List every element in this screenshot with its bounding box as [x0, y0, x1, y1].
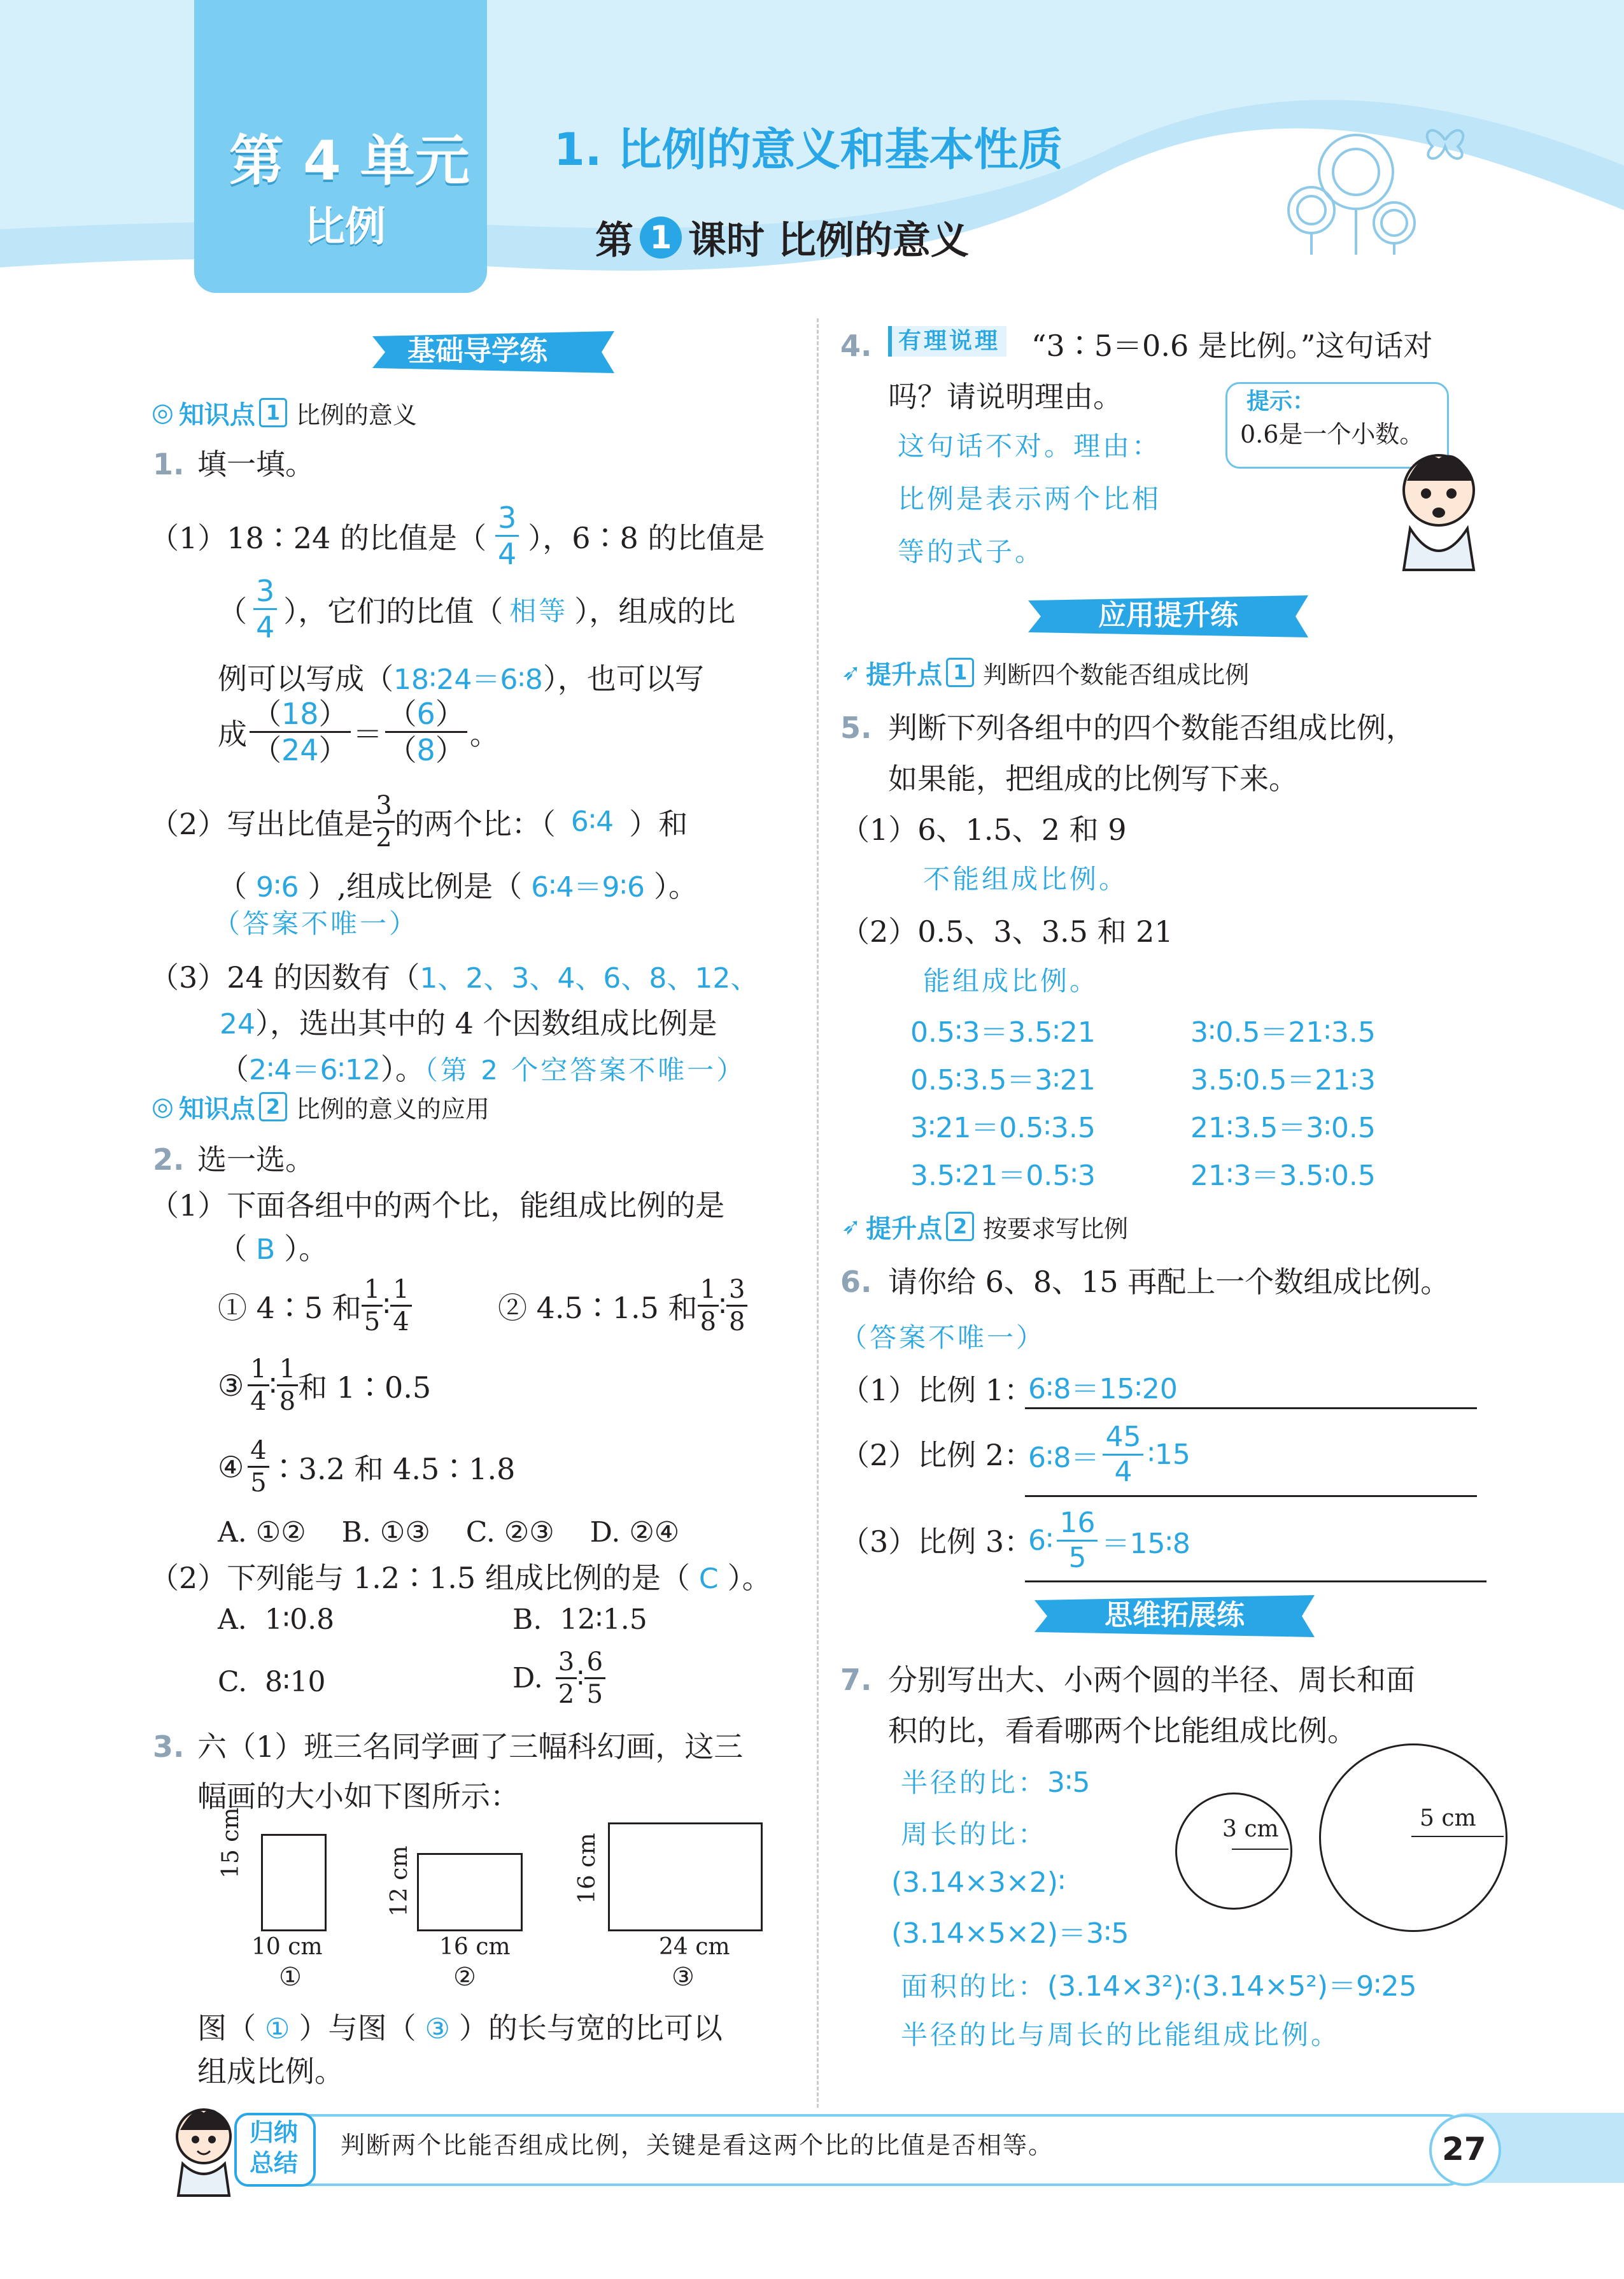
banner-apply-label: 应用提升练 [1098, 599, 1238, 632]
q7-line2: 积的比，看看哪两个比能组成比例。 [888, 1714, 1357, 1748]
q7-answer-6: 半径的比与周长的比能组成比例。 [901, 2019, 1341, 2050]
unit-name: 比例 [304, 204, 386, 251]
unit-label: 第 4 单元 [229, 129, 470, 193]
q5-row1-b: 3∶0.5＝21∶3.5 [1190, 1016, 1376, 1049]
target-icon: ◎ [152, 398, 174, 427]
q1-part1-line3 [218, 656, 704, 698]
q1-p1-open: （ [218, 593, 247, 628]
small-circle [1175, 1793, 1292, 1910]
q1-part2-line1 [150, 793, 688, 851]
q2-choice-C: C. 8∶10 [218, 1666, 326, 1698]
knowledge-point-2 [152, 1090, 490, 1123]
q1-p1-answer-equal: 相等 [509, 595, 568, 627]
section-title: 1. 比例的意义和基本性质 [554, 124, 1063, 176]
q2-p1-answer: B [256, 1233, 276, 1266]
q1-part3: （3）24 的因数有（1、2、3、4、6、8、12、 24），选出其中的 4 个因数组成比例是 （2∶4＝6∶12）。（第 2 个空答案不唯一） [150, 960, 759, 1086]
q1-p2-text-b: 的两个比：（ [394, 806, 556, 841]
q1-p1-equals: ＝ [353, 716, 383, 751]
q3-answer-2: ③ [425, 2013, 450, 2045]
tp2-title: 按要求写比例 [983, 1214, 1129, 1243]
big-circle [1319, 1743, 1507, 1932]
q1-p2-fraction: $\frac{3}{2}$ [373, 793, 394, 851]
q1-p3-note: （第 2 个空答案不唯一） [424, 1054, 746, 1086]
kp1-label: 知识点 [178, 400, 255, 430]
q2-option-3: ③ $\frac{1}{4}$ ∶ $\frac{1}{8}$ 和 1∶0.5 [218, 1354, 432, 1416]
q3-answer-1: ① [265, 2013, 290, 2045]
q1-p1-answer-fraction: $\frac{3}{4}$ [495, 503, 519, 569]
q5-line1: 判断下列各组中的四个数能否组成比例， [888, 711, 1415, 745]
q4-hint-title: 提示： [1246, 388, 1316, 415]
banner-basic-label: 基础导学练 [407, 335, 547, 367]
q3-answer-line: 图（ ① ）与图（ ③ ）的长与宽的比可以 [197, 2011, 723, 2045]
q3-number: 3. [153, 1729, 185, 1764]
q4-line1: “3∶5＝0.6 是比例。”这句话对 [1031, 329, 1433, 363]
kp1-num: 1 [259, 398, 287, 427]
q2-option-1: ① 4∶5 和 $\frac{1}{5}$ ∶ $\frac{1}{4}$ [218, 1277, 412, 1335]
small-circle-label: 3 cm [1222, 1816, 1279, 1842]
q6-underline-3 [1025, 1580, 1486, 1582]
tp2-num: 2 [946, 1212, 974, 1241]
painting-1-width: 10 cm [251, 1934, 323, 1960]
q1-p1-text-a: （1）18∶24 的比值是（ [150, 520, 486, 555]
q3-answer-line2: 组成比例。 [197, 2054, 344, 2089]
rocket-icon: ➶ [842, 659, 861, 686]
q1-p1-text-e: 成 [218, 716, 247, 751]
q4-answer-1: 这句话不对。理由： [898, 430, 1162, 462]
q4-line2: 吗？请说明理由。 [888, 380, 1122, 414]
q7-answer-1: 半径的比：3∶5 [901, 1766, 1091, 1799]
q6-label-1: （1）比例 1： [840, 1373, 1034, 1407]
q1-p1-text-c-end: ），组成的比 [574, 593, 736, 628]
kp2-label: 知识点 [178, 1094, 255, 1124]
kp2-title: 比例的意义的应用 [295, 1095, 490, 1123]
tp1-num: 1 [946, 658, 974, 687]
q4-hint-text: 0.6是一个小数。 [1240, 420, 1424, 448]
q1-p3-answer-factors-2: 24 [220, 1008, 255, 1040]
q4-tag: 有理说理 [888, 326, 1006, 357]
page-number: 27 [1442, 2131, 1486, 2168]
q1-part2-line2: （ 9∶6 ）,组成比例是（ 6∶4＝9∶6 ）。 [218, 869, 698, 904]
q5-part2-answer: 能组成比例。 [923, 965, 1099, 997]
kp1-title: 比例的意义 [295, 401, 417, 429]
q5-row2-a: 0.5∶3.5＝3∶21 [910, 1064, 1096, 1097]
q1-p3-answer-proportion: 2∶4＝6∶12 [249, 1054, 381, 1086]
q5-row3-a: 3∶21＝0.5∶3.5 [910, 1112, 1096, 1144]
q5-line2: 如果能，把组成的比例写下来。 [888, 762, 1298, 796]
q2-p2-answer: C [698, 1563, 719, 1595]
q5-row4-b: 21∶3＝3.5∶0.5 [1190, 1160, 1376, 1192]
target-icon: ◎ [152, 1092, 174, 1121]
q1-p1-text-b: ），6∶8 的比值是 [528, 520, 765, 555]
q5-part1-answer: 不能组成比例。 [923, 863, 1129, 895]
q2-option-2: ② 4.5∶1.5 和 $\frac{1}{8}$ ∶ $\frac{3}{8}$ [498, 1277, 747, 1335]
banner-apply [1028, 595, 1308, 637]
q1-p2-text-a: （2）写出比值是 [150, 806, 374, 841]
q6-answer-2: 6∶8＝ $\frac{45}{4}$ ∶15 [1028, 1421, 1190, 1488]
summary-badge-line2: 总结 [250, 2149, 299, 2177]
big-circle-radius [1411, 1836, 1504, 1837]
rocket-icon: ➶ [842, 1213, 861, 1240]
big-circle-label: 5 cm [1420, 1805, 1476, 1831]
q2-choice-A: A. 1∶0.8 [218, 1603, 335, 1636]
painting-1-height: 15 cm [218, 1807, 244, 1878]
q7-answer-2: 周长的比： [901, 1819, 1048, 1850]
improve-point-1 [842, 656, 1249, 689]
painting-3-width: 24 cm [659, 1934, 730, 1960]
knowledge-point-1 [152, 396, 417, 429]
q1-title: 填一填。 [197, 447, 314, 481]
small-circle-radius [1232, 1849, 1289, 1850]
q6-line1: 请你给 6、8、15 再配上一个数组成比例。 [888, 1265, 1450, 1299]
q7-number: 7. [840, 1663, 872, 1697]
q7-answer-5: 面积的比：(3.14×3²)∶(3.14×5²)＝9∶25 [901, 1970, 1417, 2003]
q7-answer-3: (3.14×3×2)∶ [891, 1866, 1066, 1899]
q6-underline-1 [1025, 1407, 1477, 1409]
q5-part2: （2）0.5、3、3.5 和 21 [840, 914, 1173, 949]
tp1-title: 判断四个数能否组成比例 [983, 660, 1250, 689]
q5-number: 5. [840, 711, 872, 745]
q6-underline-2 [1025, 1495, 1477, 1497]
boy-avatar-icon [169, 2101, 239, 2197]
painting-2-width: 16 cm [439, 1934, 511, 1960]
q6-number: 6. [840, 1265, 872, 1299]
q1-p1-answer-proportion: 18∶24＝6∶8 [393, 664, 543, 696]
q6-note: （答案不唯一） [840, 1322, 1046, 1353]
q7-radius-ratio: 3∶5 [1047, 1766, 1091, 1799]
q1-p2-answer-2: 9∶6 [256, 871, 299, 904]
boy-thinking-icon [1385, 446, 1493, 573]
q3-line2: 幅画的大小如下图所示： [197, 1779, 519, 1814]
painting-3-height: 16 cm [574, 1833, 600, 1904]
q5-part1: （1）6、1.5、2 和 9 [840, 813, 1127, 847]
q6-answer-3: 6∶ $\frac{16}{5}$ ＝15∶8 [1028, 1507, 1190, 1574]
banner-basic [372, 331, 614, 373]
q4-number: 4. [840, 329, 872, 363]
painting-2-label: ② [453, 1963, 476, 1992]
lesson-num-badge: 1 [640, 217, 682, 259]
q2-part1-line2: （ B ）。 [218, 1232, 328, 1266]
summary-badge [234, 2113, 316, 2187]
q1-p1-fraction-right: $\frac{(6)}{(8)}$ [385, 699, 467, 765]
q7-area-ratio: (3.14×3²)∶(3.14×5²)＝9∶25 [1047, 1970, 1417, 2003]
q4-answer-2: 比例是表示两个比相 [898, 483, 1162, 515]
q1-p3-answer-factors: 1、2、3、4、6、8、12、 [420, 962, 759, 995]
q1-p2-answer-3: 6∶4＝9∶6 [531, 871, 645, 904]
q7-answer-4: (3.14×5×2)＝3∶5 [891, 1917, 1129, 1950]
painting-3-rect [608, 1822, 763, 1931]
kp2-num: 2 [259, 1092, 287, 1121]
column-divider [817, 318, 819, 2108]
q2-choices-1: A. ①② B. ①③ C. ②③ D. ②④ [218, 1516, 680, 1549]
q1-p1-text-c: ），它们的比值（ [283, 593, 504, 628]
painting-2-height: 12 cm [386, 1845, 413, 1917]
q2-part1-line1: （1）下面各组中的两个比，能组成比例的是 [150, 1188, 725, 1223]
q2-number: 2. [153, 1142, 185, 1177]
q1-p1-fraction-left: $\frac{(18)}{(24)}$ [250, 699, 351, 765]
q2-part2-line1: （2）下列能与 1.2∶1.5 组成比例的是（ C ）。 [150, 1561, 772, 1595]
painting-1-rect [261, 1834, 327, 1931]
q1-p1-answer-fraction-2: $\frac{3}{4}$ [253, 576, 277, 642]
q3-line1: 六（1）班三名同学画了三幅科幻画，这三 [197, 1729, 744, 1764]
q2-title: 选一选。 [197, 1142, 314, 1177]
q1-p2-text-c: ）和 [629, 806, 688, 841]
tp1-label: 提升点 [866, 660, 943, 690]
q2-choice-D: D. $\frac{3}{2}$ ∶ $\frac{6}{5}$ [512, 1649, 605, 1707]
q1-p2-answer-1: 6∶4 [570, 806, 614, 838]
q1-p1-period: 。 [469, 716, 499, 751]
q1-part1-line2 [218, 576, 735, 642]
q1-part1-line1 [150, 503, 765, 569]
flower-decoration-icon [1273, 108, 1483, 255]
tp2-label: 提升点 [866, 1214, 943, 1244]
banner-think-label: 思维拓展练 [1105, 1599, 1245, 1631]
improve-point-2 [842, 1210, 1128, 1243]
q5-row4-a: 3.5∶21＝0.5∶3 [910, 1160, 1096, 1192]
q1-number: 1. [153, 447, 185, 481]
painting-2-rect [417, 1853, 523, 1931]
q6-label-3: （3）比例 3： [840, 1524, 1034, 1559]
q6-label-2: （2）比例 2： [840, 1438, 1034, 1472]
q5-row2-b: 3.5∶0.5＝21∶3 [1190, 1064, 1376, 1097]
q4-answer-3: 等的式子。 [898, 536, 1045, 567]
q5-row3-b: 21∶3.5＝3∶0.5 [1190, 1112, 1376, 1144]
lesson-suffix: 课时 比例的意义 [688, 218, 969, 263]
q7-line1: 分别写出大、小两个圆的半径、周长和面 [888, 1663, 1415, 1697]
summary-badge-line1: 归纳 [250, 2119, 299, 2147]
lesson-title [595, 210, 969, 265]
q5-row1-a: 0.5∶3＝3.5∶21 [910, 1016, 1096, 1049]
q2-choice-B: B. 12∶1.5 [512, 1603, 647, 1636]
lesson-prefix: 第 [595, 218, 633, 263]
summary-text: 判断两个比能否组成比例，关键是看这两个比的比值是否相等。 [341, 2131, 1054, 2159]
banner-think [1034, 1595, 1315, 1637]
q6-answer-1: 6∶8＝15∶20 [1028, 1373, 1178, 1405]
q1-p1-text-d: 例可以写成（ [218, 662, 393, 696]
q1-p2-note: （答案不唯一） [213, 908, 419, 939]
q2-option-4: ④ $\frac{4}{5}$ ∶3.2 和 4.5∶1.8 [218, 1436, 516, 1498]
q1-p1-text-d-end: ），也可以写 [542, 662, 704, 696]
q1-part1-line4 [218, 699, 499, 765]
painting-3-label: ③ [672, 1963, 695, 1992]
painting-1-label: ① [279, 1963, 302, 1992]
